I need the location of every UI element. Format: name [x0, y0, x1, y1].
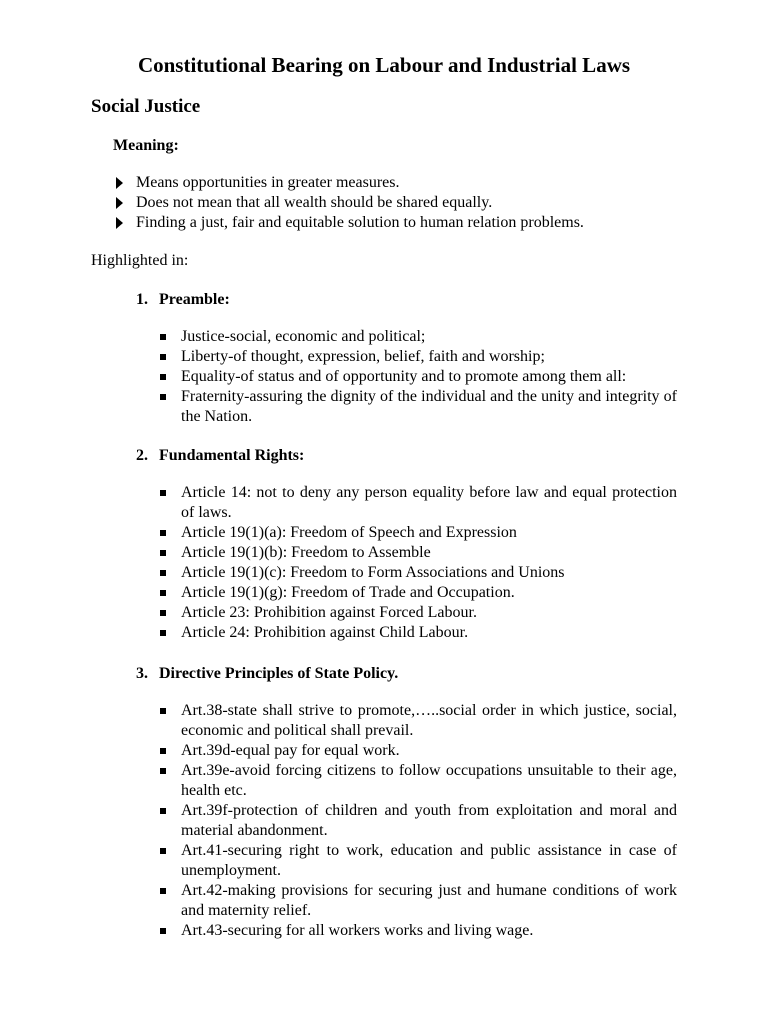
- list-item: [159, 523, 677, 543]
- list-item: [159, 583, 677, 603]
- arrow-bullet-icon: [116, 177, 123, 189]
- list-item: [159, 761, 677, 801]
- square-bullet-icon: [160, 708, 166, 714]
- list-item-text: Article 24: Prohibition against Child Labour.: [181, 624, 469, 641]
- square-bullet-icon: [160, 374, 166, 380]
- square-bullet-icon: [160, 490, 166, 496]
- list-item-text: Article 19(1)(a): Freedom of Speech and Expression: [181, 524, 517, 541]
- list-item-text: Art.39f-protection of children and youth from exploitation and moral and material abandonment.: [181, 802, 677, 839]
- document-title: Constitutional Bearing on Labour and Industrial Laws: [137, 53, 631, 77]
- list-item-text: Article 23: Prohibition against Forced Labour.: [181, 604, 477, 621]
- section-number: 3.: [136, 665, 148, 682]
- square-bullet-icon: [160, 768, 166, 774]
- list-item: [159, 327, 677, 347]
- arrow-bullet-icon: [116, 217, 123, 229]
- meaning-label: Meaning:: [113, 137, 179, 154]
- preamble-list: [159, 327, 677, 427]
- square-bullet-icon: [160, 354, 166, 360]
- section-title: Preamble:: [159, 291, 230, 308]
- list-item: [159, 801, 677, 841]
- list-item: [159, 741, 677, 761]
- list-item: [159, 921, 677, 941]
- list-item-text: Article 19(1)(c): Freedom to Form Associations and Unions: [181, 564, 565, 581]
- square-bullet-icon: [160, 630, 166, 636]
- list-item: [159, 701, 677, 741]
- highlighted-in-label: Highlighted in:: [91, 252, 189, 269]
- square-bullet-icon: [160, 550, 166, 556]
- fundamental-rights-list: [159, 483, 677, 643]
- square-bullet-icon: [160, 748, 166, 754]
- meaning-item-text: Does not mean that all wealth should be shared equally.: [136, 194, 493, 211]
- list-item-text: Justice-social, economic and political;: [181, 328, 426, 345]
- list-item: [159, 367, 677, 387]
- list-item: [159, 543, 677, 563]
- square-bullet-icon: [160, 394, 166, 400]
- meaning-item-text: Means opportunities in greater measures.: [136, 174, 400, 191]
- list-item-text: Article 19(1)(g): Freedom of Trade and Occupation.: [181, 584, 515, 601]
- meaning-item: [113, 213, 693, 233]
- list-item: [159, 563, 677, 583]
- directive-principles-list: [159, 701, 677, 941]
- list-item-text: Art.42-making provisions for securing just and humane conditions of work and maternity relief.: [181, 882, 677, 919]
- list-item-text: Art.41-securing right to work, education and public assistance in case of unemployment.: [181, 842, 677, 879]
- list-item: [159, 387, 677, 427]
- list-item-text: Art.43-securing for all workers works and living wage.: [181, 922, 534, 939]
- square-bullet-icon: [160, 848, 166, 854]
- list-item-text: Art.38-state shall strive to promote,…..social order in which justice, social, economic and political shall prevail.: [181, 702, 677, 739]
- section-number: 2.: [136, 447, 148, 464]
- list-item-text: Art.39e-avoid forcing citizens to follow occupations unsuitable to their age, health etc.: [181, 762, 677, 799]
- square-bullet-icon: [160, 590, 166, 596]
- section-title: Directive Principles of State Policy.: [159, 665, 399, 682]
- arrow-bullet-icon: [116, 197, 123, 209]
- meaning-list: [113, 173, 693, 233]
- square-bullet-icon: [160, 888, 166, 894]
- square-bullet-icon: [160, 570, 166, 576]
- list-item: [159, 603, 677, 623]
- section-heading-preamble: [136, 290, 230, 310]
- section-number: 1.: [136, 291, 148, 308]
- list-item: [159, 347, 677, 367]
- list-item: [159, 841, 677, 881]
- list-item-text: Equality-of status and of opportunity and to promote among them all:: [181, 368, 627, 385]
- list-item: [159, 623, 677, 643]
- meaning-item: [113, 193, 693, 213]
- section-title: Fundamental Rights:: [159, 447, 305, 464]
- list-item: [159, 881, 677, 921]
- list-item-text: Liberty-of thought, expression, belief, faith and worship;: [181, 348, 545, 365]
- list-item: [159, 483, 677, 523]
- section-heading-social-justice: Social Justice: [91, 96, 201, 117]
- square-bullet-icon: [160, 928, 166, 934]
- square-bullet-icon: [160, 334, 166, 340]
- section-heading-fundamental-rights: [136, 446, 304, 466]
- list-item-text: Art.39d-equal pay for equal work.: [181, 742, 400, 759]
- meaning-item-text: Finding a just, fair and equitable solution to human relation problems.: [136, 214, 584, 231]
- section-heading-directive-principles: [136, 664, 398, 684]
- list-item-text: Article 19(1)(b): Freedom to Assemble: [181, 544, 431, 561]
- meaning-item: [113, 173, 693, 193]
- square-bullet-icon: [160, 610, 166, 616]
- square-bullet-icon: [160, 808, 166, 814]
- list-item-text: Fraternity-assuring the dignity of the individual and the unity and integrity of the Nation.: [181, 388, 677, 425]
- square-bullet-icon: [160, 530, 166, 536]
- list-item-text: Article 14: not to deny any person equality before law and equal protection of laws.: [181, 484, 677, 521]
